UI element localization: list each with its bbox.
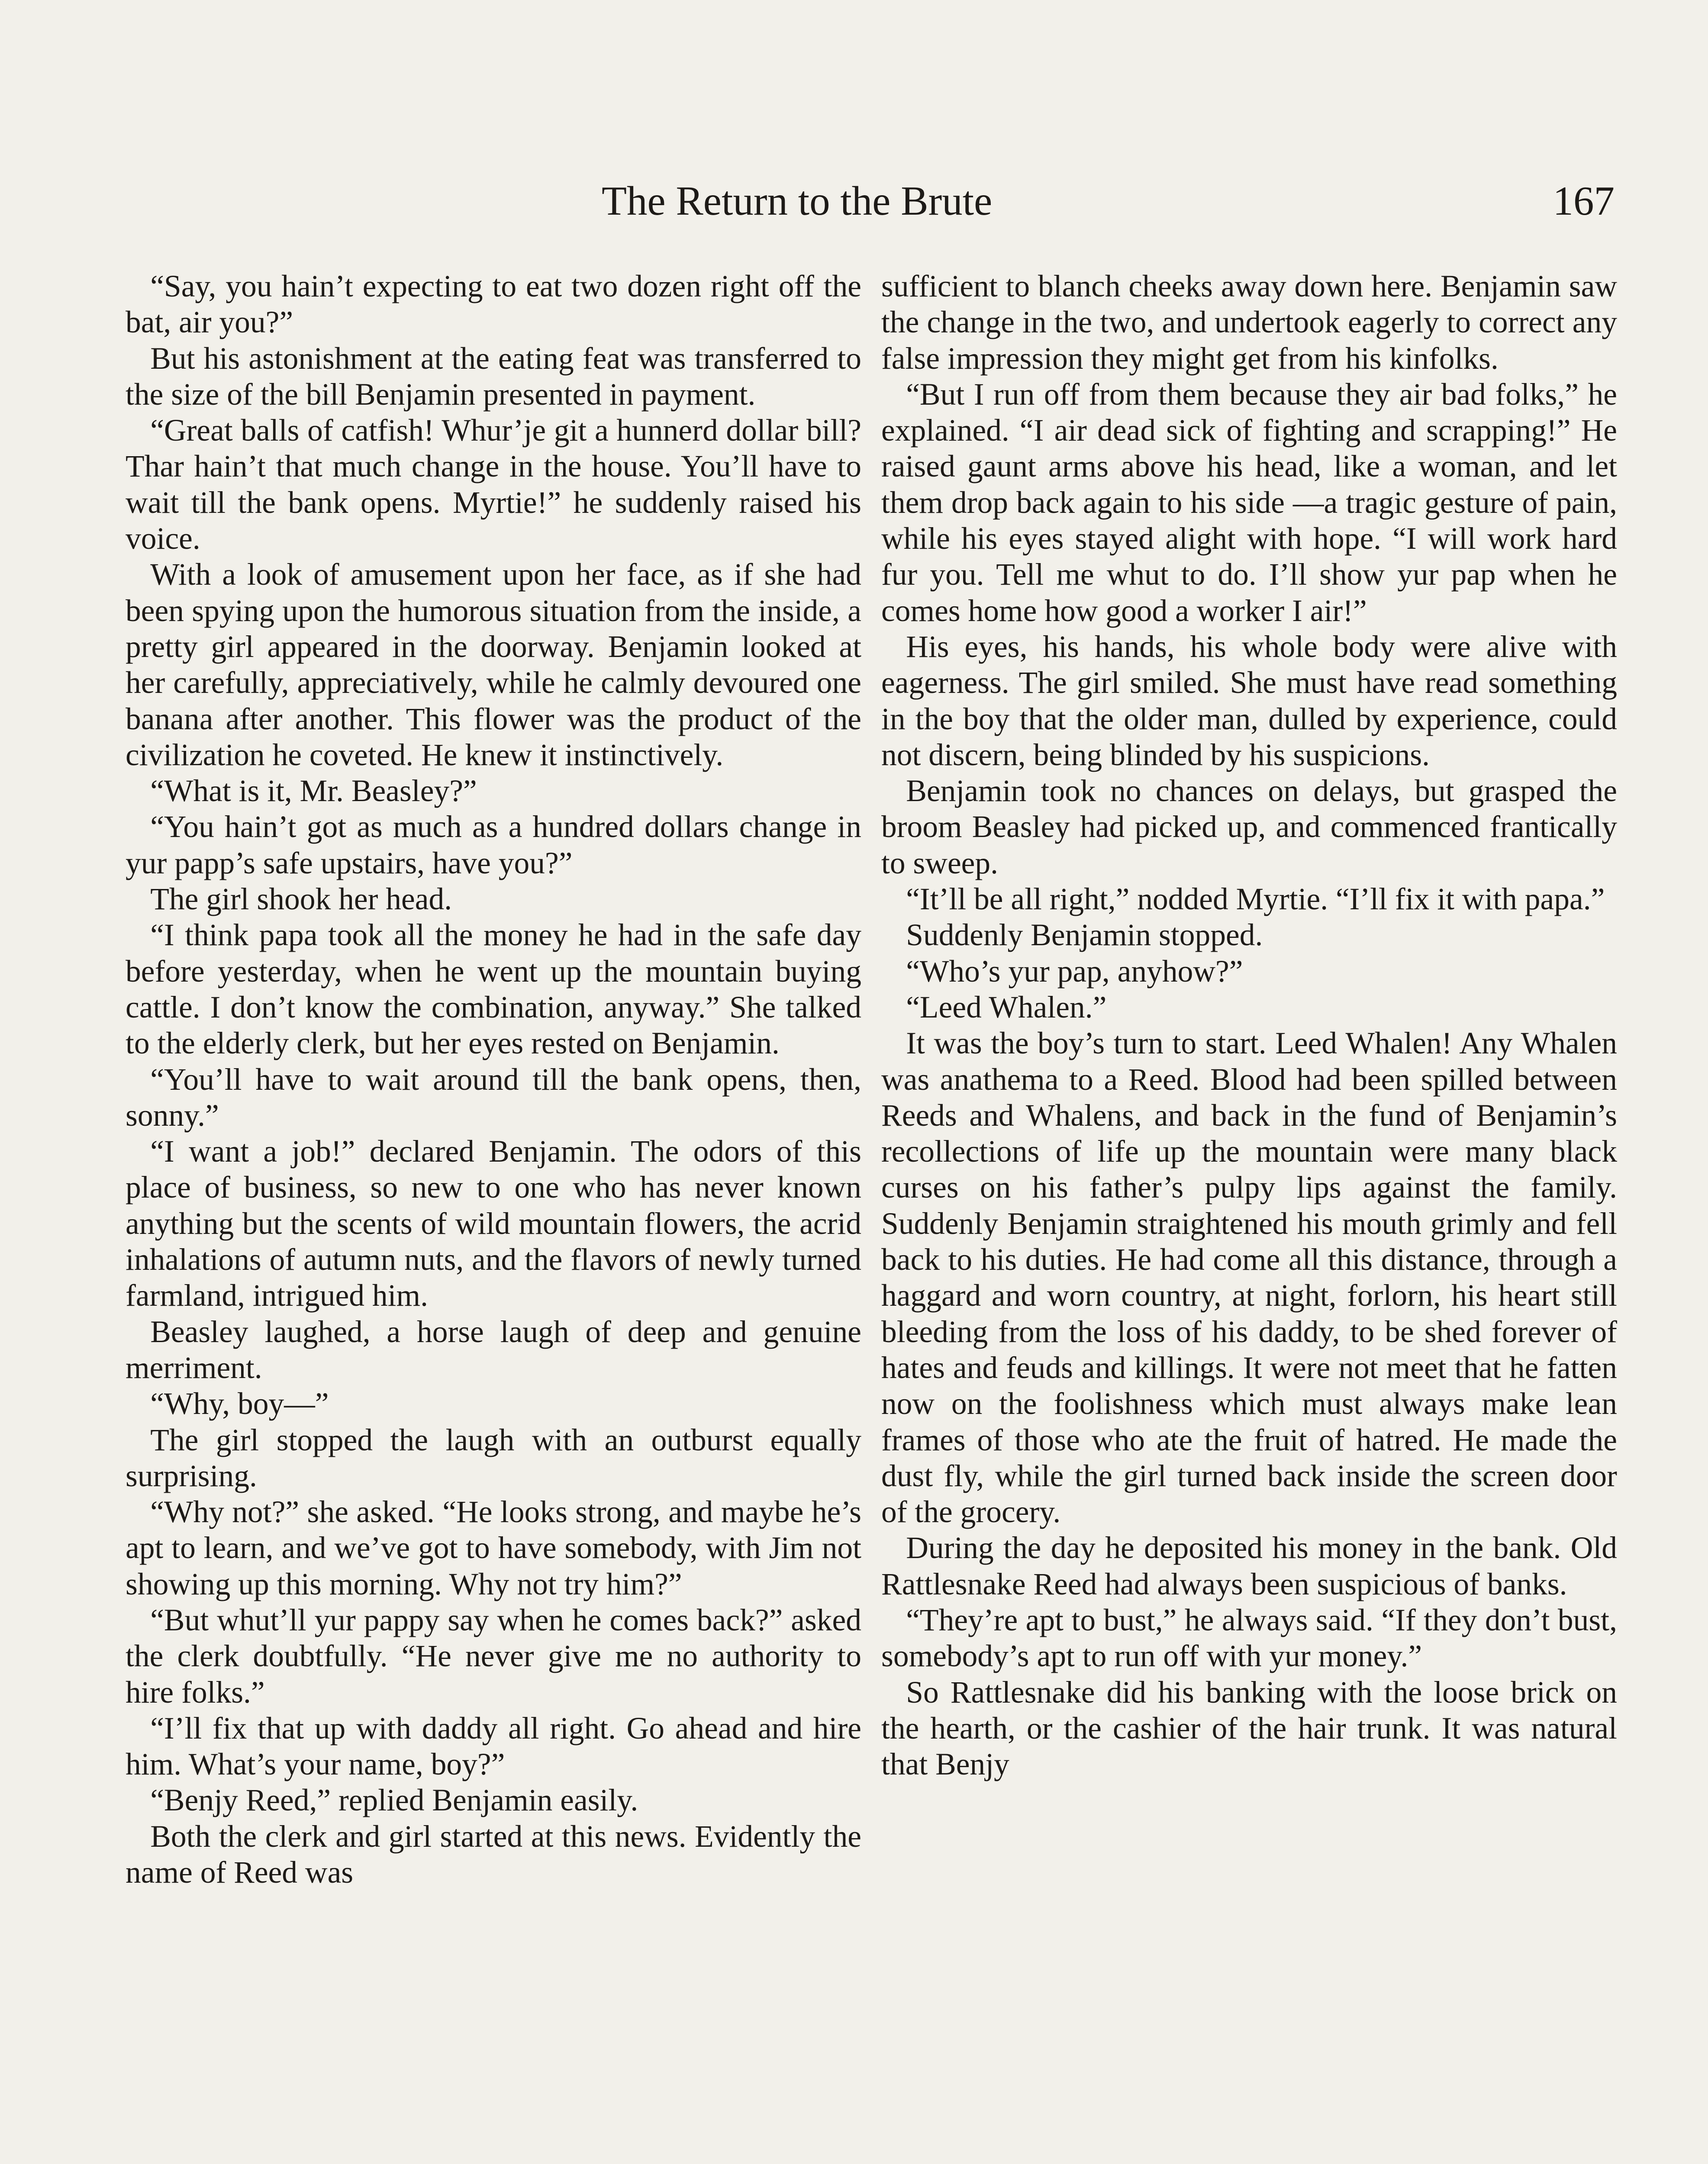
paragraph: “They’re apt to bust,” he always said. “If they don’t bust, somebody’s apt to run off with yur money.”	[881, 1603, 1617, 1674]
paragraph: “Why, boy—”	[150, 1387, 329, 1421]
page-number: 167	[1553, 178, 1615, 224]
paragraph: The girl stopped the laugh with an outburst equally surprising.	[126, 1423, 861, 1493]
paragraph: “It’ll be all right,” nodded Myrtie. “I’ll fix it with papa.”	[906, 882, 1605, 917]
paragraph: With a look of amusement upon her face, as if she had been spying upon the humorous situation from the inside, a pretty girl appeared in the doorway. Benjamin looked at her carefully, appreciatively, while he calmly devoured one banana after another. This flower was the product of the civilization he coveted. He knew it instinctively.	[126, 557, 861, 772]
paragraph: “I want a job!” declared Benjamin. The odors of this place of business, so new to one who has never known anything but the scents of wild mountain flowers, the acrid inhalations of autumn nuts, and the flavors of newly turned farmland, intrigued him.	[126, 1134, 861, 1313]
paragraph: “Say, you hain’t expecting to eat two dozen right off the bat, air you?”	[126, 269, 861, 340]
paragraph: So Rattlesnake did his banking with the loose brick on the hearth, or the cashier of the hair trunk. It was natural that Benjy	[881, 1675, 1617, 1782]
paragraph: “Benjy Reed,” replied Benjamin easily.	[150, 1783, 638, 1818]
paragraph: Suddenly Benjamin stopped.	[906, 918, 1263, 953]
paragraph: “Why not?” she asked. “He looks strong, and maybe he’s apt to learn, and we’ve got to have somebody, with Jim not showing up this morning. Why not try him?”	[126, 1495, 861, 1601]
text-column-left	[126, 268, 861, 1890]
paragraph: Both the clerk and girl started at this news. Evidently the name of Reed was	[126, 1819, 861, 1890]
paragraph: But his astonishment at the eating feat was transferred to the size of the bill Benjamin presented in payment.	[126, 341, 861, 412]
paragraph: Beasley laughed, a horse laugh of deep and genuine merriment.	[126, 1314, 861, 1385]
running-header-title: The Return to the Brute	[602, 178, 993, 224]
paragraph: “I’ll fix that up with daddy all right. Go ahead and hire him. What’s your name, boy?”	[126, 1711, 861, 1782]
paragraph: It was the boy’s turn to start. Leed Whalen! Any Whalen was anathema to a Reed. Blood had been spilled between Reeds and Whalens, and back in the fund of Benjamin’s recollections of life up the mountain were many black curses on his father’s pulpy lips against the family. Suddenly Benjamin straightened his mouth grimly and fell back to his duties. He had come all this distance, through a haggard and worn country, at night, forlorn, his heart still bleeding from the loss of his daddy, to be shed forever of hates and feuds and killings. It were not meet that he fatten now on the foolishness which must always make lean frames of those who ate the fruit of hatred. He made the dust fly, while the girl turned back inside the screen door of the grocery.	[881, 1026, 1617, 1530]
paragraph: sufficient to blanch cheeks away down here. Benjamin saw the change in the two, and undertook eagerly to correct any false impression they might get from his kinfolks.	[881, 269, 1617, 376]
paragraph: “Leed Whalen.”	[906, 990, 1107, 1024]
paragraph: “I think papa took all the money he had in the safe day before yesterday, when he went up the mountain buying cattle. I don’t know the combination, anyway.” She talked to the elderly clerk, but her eyes rested on Benjamin.	[126, 918, 861, 1061]
paragraph: “What is it, Mr. Beasley?”	[150, 774, 477, 808]
paragraph: His eyes, his hands, his whole body were alive with eagerness. The girl smiled. She must have read something in the boy that the older man, dulled by experience, could not discern, being blinded by his suspicions.	[881, 629, 1617, 772]
paragraph: “But whut’ll yur pappy say when he comes back?” asked the clerk doubtfully. “He never give me no authority to hire folks.”	[126, 1603, 861, 1710]
paragraph: “Great balls of catfish! Whur’je git a hunnerd dollar bill? Thar hain’t that much change in the house. You’ll have to wait till the bank opens. Myrtie!” he suddenly raised his voice.	[126, 413, 861, 556]
paragraph: During the day he deposited his money in the bank. Old Rattlesnake Reed had always been suspicious of banks.	[881, 1531, 1617, 1601]
text-column-right	[881, 268, 1617, 1782]
paragraph: “But I run off from them because they air bad folks,” he explained. “I air dead sick of fighting and scrapping!” He raised gaunt arms above his head, like a woman, and let them drop back again to his side —a tragic gesture of pain, while his eyes stayed alight with hope. “I will work hard fur you. Tell me whut to do. I’ll show yur pap when he comes home how good a worker I air!”	[881, 377, 1617, 628]
paragraph: “Who’s yur pap, anyhow?”	[906, 954, 1243, 989]
paragraph: “You hain’t got as much as a hundred dollars change in yur papp’s safe upstairs, have you?”	[126, 810, 861, 880]
paragraph: The girl shook her head.	[150, 882, 452, 917]
paragraph: “You’ll have to wait around till the bank opens, then, sonny.”	[126, 1062, 861, 1133]
paragraph: Benjamin took no chances on delays, but grasped the broom Beasley had picked up, and commenced frantically to sweep.	[881, 774, 1617, 880]
